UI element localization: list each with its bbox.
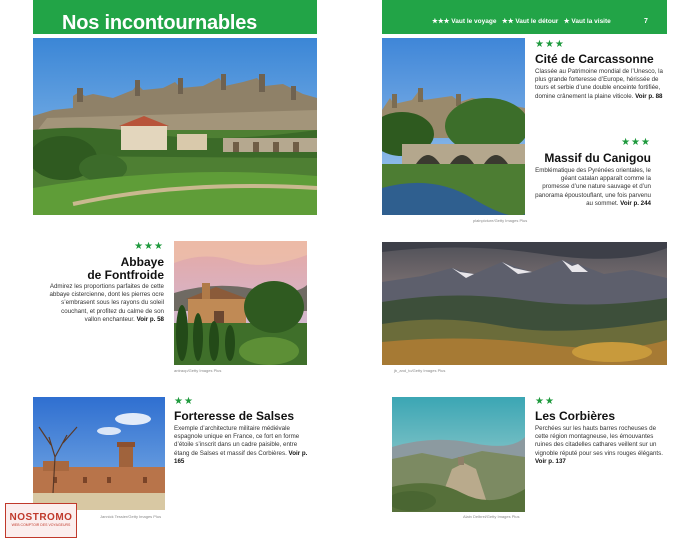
text-corbieres <box>535 425 663 466</box>
title-salses: Forteresse de Salses <box>174 409 295 423</box>
photo-forteresse-salses <box>33 397 165 510</box>
page-title: Nos incontournables <box>62 12 258 34</box>
legend-two-stars: ★★ Vaut le détour <box>501 18 559 25</box>
ref-salses: Voir p. 165 <box>174 449 308 465</box>
text-salses <box>174 425 312 466</box>
rating-corbieres: ★★ <box>535 396 555 407</box>
credit-corbieres: Alain Delbrel/Getty Images Plus <box>463 514 520 519</box>
text-canigou <box>535 167 651 208</box>
rating-salses: ★★ <box>174 396 194 407</box>
title-carcassonne: Cité de Carcassonne <box>535 52 654 66</box>
ref-corbieres: Voir p. 137 <box>535 457 566 465</box>
legend-three-stars: ★★★ Vaut le voyage <box>432 18 497 25</box>
legend-one-star: ★ Vaut la visite <box>563 18 611 25</box>
text-carcassonne <box>535 68 663 101</box>
watermark-name: NOSTROMO <box>9 512 73 523</box>
rating-fontfroide: ★★★ <box>134 241 164 252</box>
photo-les-corbieres <box>392 397 525 512</box>
text-fontfroide <box>48 283 164 324</box>
text-fontfroide-body: Admirez les proportions parfaites de cette abbaye cistercienne, dont les pierres ocre s’embrasent sous les rayons du soleil couchant, et profitez du calme de son vallon enchanteur. <box>49 283 164 323</box>
text-canigou-body: Emblématique des Pyrénées orientales, le géant catalan apparaît comme la promesse d’une nature sauvage et d’un panorama époustouflant, une fois parvenu au sommet. <box>535 167 651 207</box>
rating-carcassonne: ★★★ <box>535 39 565 50</box>
photo-carcassonne-bridge <box>382 38 525 215</box>
watermark-tagline: WEB COMPTOIR DES VOYAGEURS <box>11 523 71 527</box>
page-number: 7 <box>644 18 648 25</box>
credit-canigou: jb_and_to/Getty Images Plus <box>394 368 446 373</box>
ref-carcassonne: Voir p. 88 <box>635 92 663 100</box>
credit-fontfroide: antraop/Getty Images Plus <box>174 368 222 373</box>
credit-salses: Jannick Tessier/Getty Images Plus <box>100 514 162 519</box>
text-carcassonne-body: Classée au Patrimoine mondial de l’Unesco, la plus grande forteresse d’Europe, hérissée de tours et serbie d’une double enceinte fortifiée, domine crânement la plaine viticole. <box>535 68 663 100</box>
title-fontfroide-line1: Abbaye <box>120 255 164 269</box>
credit-carcassonne-bridge: plainpicture/Getty Images Plus <box>473 218 528 223</box>
photo-carcassonne-panorama <box>33 38 317 215</box>
title-canigou: Massif du Canigou <box>544 151 651 165</box>
rating-legend <box>432 18 611 26</box>
rating-canigou: ★★★ <box>621 137 651 148</box>
text-corbieres-body: Perchées sur les hauts barres rocheuses de cette région montagneuse, les émouvantes ruines des citadelles cathares veillent sur un vignoble réputé pour ses vins rouges élégants. <box>535 425 663 457</box>
nostromo-watermark <box>5 503 77 538</box>
title-fontfroide <box>70 256 164 282</box>
title-corbieres: Les Corbières <box>535 409 616 423</box>
photo-massif-canigou <box>382 242 667 365</box>
title-fontfroide-line2: de Fontfroide <box>87 268 164 282</box>
text-salses-body: Exemple d’architecture militaire médiévale espagnole unique en France, ce fort en forme d’étoile s’inscrit dans un cadre paisible, entre étang de Salses et massif des Corbières. <box>174 425 300 457</box>
ref-fontfroide: Voir p. 58 <box>136 315 164 323</box>
photo-abbaye-fontfroide <box>174 241 307 365</box>
header-band-right <box>382 0 667 34</box>
ref-canigou: Voir p. 244 <box>620 199 651 207</box>
